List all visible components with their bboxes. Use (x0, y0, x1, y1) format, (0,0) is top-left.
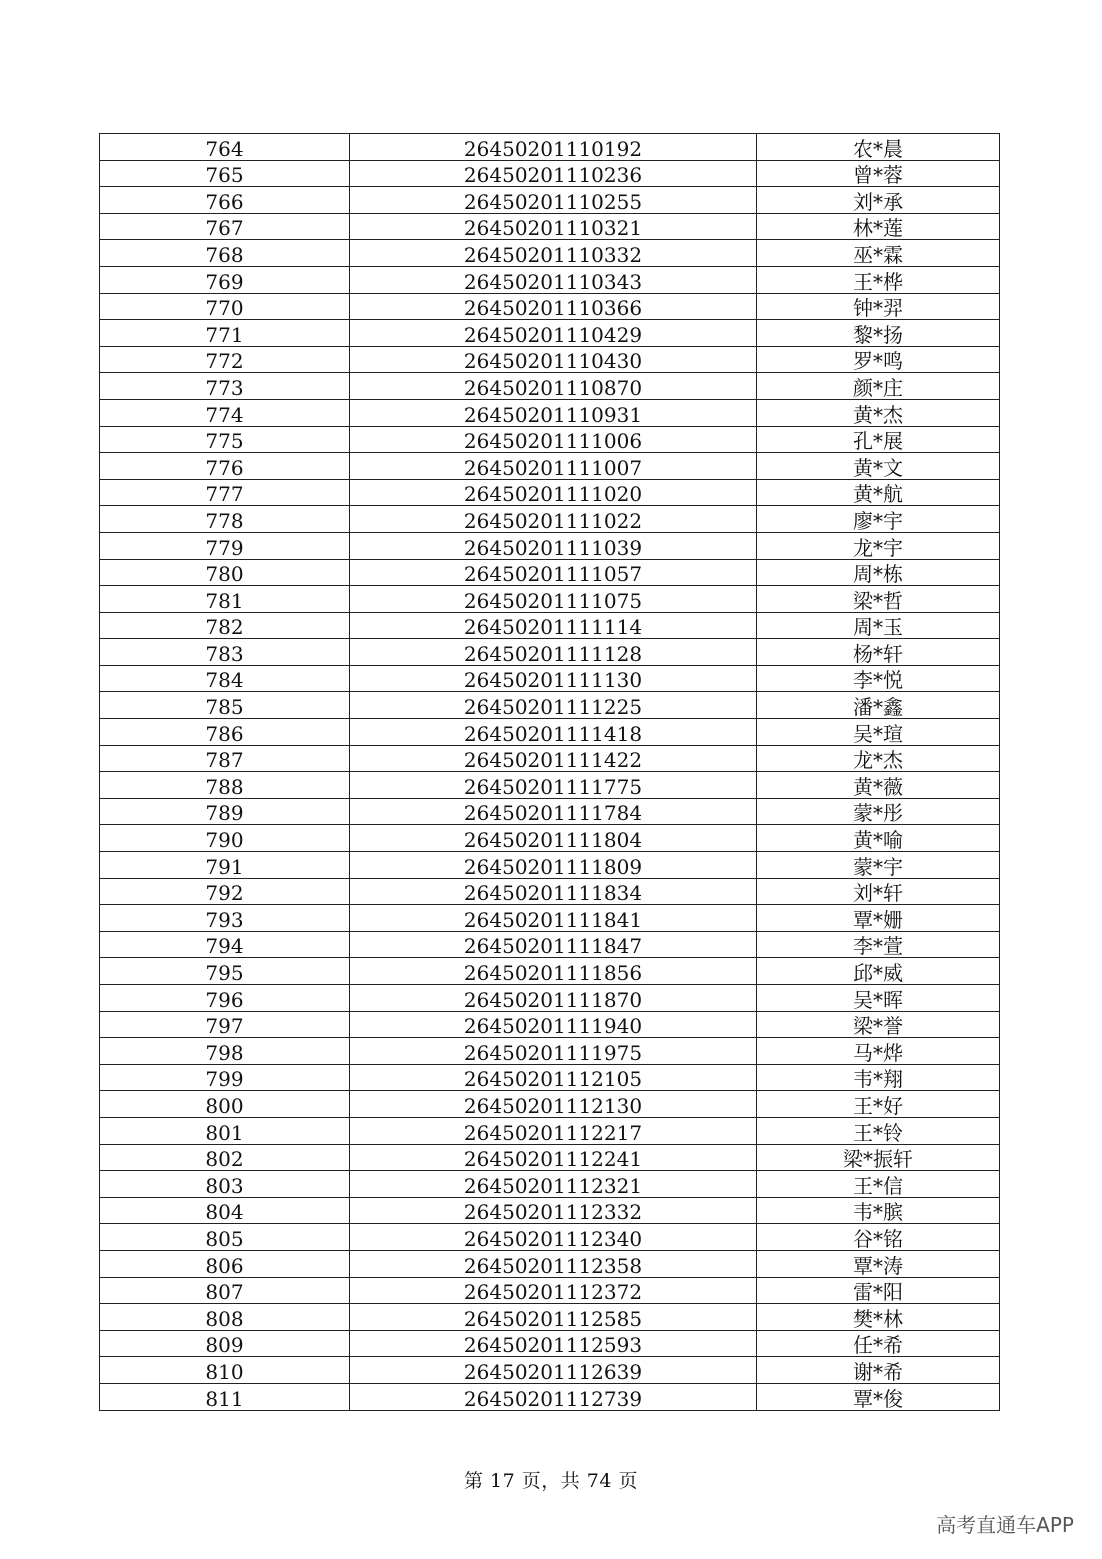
exam-id: 26450201110430 (350, 346, 757, 373)
student-name: 韦*膑 (757, 1197, 1000, 1224)
student-name: 谷*铭 (757, 1224, 1000, 1251)
student-name: 覃*俊 (757, 1383, 1000, 1410)
student-name: 王*好 (757, 1091, 1000, 1118)
table-row (100, 559, 1000, 586)
student-name: 刘*轩 (757, 878, 1000, 905)
row-number: 800 (100, 1091, 350, 1118)
table-row (100, 1117, 1000, 1144)
row-number: 806 (100, 1250, 350, 1277)
table-row (100, 187, 1000, 214)
row-number: 793 (100, 905, 350, 932)
row-number: 788 (100, 772, 350, 799)
exam-id: 26450201111834 (350, 878, 757, 905)
table-row (100, 1304, 1000, 1331)
table-row (100, 1383, 1000, 1410)
row-number: 808 (100, 1304, 350, 1331)
exam-id: 26450201111130 (350, 665, 757, 692)
table-row (100, 1171, 1000, 1198)
row-number: 766 (100, 187, 350, 214)
row-number: 795 (100, 958, 350, 985)
table-row (100, 958, 1000, 985)
table-row (100, 506, 1000, 533)
row-number: 775 (100, 426, 350, 453)
table-row (100, 639, 1000, 666)
exam-id: 26450201112340 (350, 1224, 757, 1251)
table-row (100, 931, 1000, 958)
row-number: 809 (100, 1330, 350, 1357)
student-name: 黄*航 (757, 479, 1000, 506)
page-footer: 第 17 页，共 74 页 (463, 1470, 638, 1492)
exam-id: 26450201112321 (350, 1171, 757, 1198)
table-row (100, 266, 1000, 293)
exam-id: 26450201112105 (350, 1064, 757, 1091)
student-name: 王*铃 (757, 1117, 1000, 1144)
exam-id: 26450201110236 (350, 160, 757, 187)
exam-id: 26450201110931 (350, 399, 757, 426)
exam-id: 26450201110321 (350, 213, 757, 240)
exam-id: 26450201110332 (350, 240, 757, 267)
exam-id: 26450201111075 (350, 586, 757, 613)
exam-id: 26450201112358 (350, 1250, 757, 1277)
student-name: 孔*展 (757, 426, 1000, 453)
row-number: 778 (100, 506, 350, 533)
row-number: 787 (100, 745, 350, 772)
row-number: 767 (100, 213, 350, 240)
student-name: 黄*杰 (757, 399, 1000, 426)
student-name: 龙*杰 (757, 745, 1000, 772)
table-row (100, 1091, 1000, 1118)
row-number: 810 (100, 1357, 350, 1384)
row-number: 790 (100, 825, 350, 852)
student-name: 颜*庄 (757, 373, 1000, 400)
student-name: 林*莲 (757, 213, 1000, 240)
row-number: 786 (100, 719, 350, 746)
exam-id: 26450201111007 (350, 453, 757, 480)
student-name: 雷*阳 (757, 1277, 1000, 1304)
row-number: 792 (100, 878, 350, 905)
table-row (100, 1224, 1000, 1251)
student-name: 梁*哲 (757, 586, 1000, 613)
student-name: 周*栋 (757, 559, 1000, 586)
row-number: 771 (100, 320, 350, 347)
table-row (100, 905, 1000, 932)
exam-id: 26450201110870 (350, 373, 757, 400)
exam-id: 26450201111057 (350, 559, 757, 586)
exam-id: 26450201112372 (350, 1277, 757, 1304)
student-name: 梁*誉 (757, 1011, 1000, 1038)
table-row (100, 320, 1000, 347)
student-name: 覃*涛 (757, 1250, 1000, 1277)
student-name: 覃*姗 (757, 905, 1000, 932)
table-row (100, 798, 1000, 825)
exam-id: 26450201111975 (350, 1038, 757, 1065)
watermark: 高考直通车APP (936, 1513, 1074, 1537)
roster-body (100, 134, 1000, 1411)
student-name: 王*信 (757, 1171, 1000, 1198)
student-name: 邱*威 (757, 958, 1000, 985)
student-name: 蒙*彤 (757, 798, 1000, 825)
row-number: 798 (100, 1038, 350, 1065)
table-row (100, 878, 1000, 905)
table-row (100, 665, 1000, 692)
row-number: 789 (100, 798, 350, 825)
exam-id: 26450201111784 (350, 798, 757, 825)
exam-id: 26450201111804 (350, 825, 757, 852)
row-number: 811 (100, 1383, 350, 1410)
table-row (100, 692, 1000, 719)
row-number: 770 (100, 293, 350, 320)
exam-id: 26450201112241 (350, 1144, 757, 1171)
table-row (100, 373, 1000, 400)
table-row (100, 1357, 1000, 1384)
exam-id: 26450201111940 (350, 1011, 757, 1038)
row-number: 764 (100, 134, 350, 161)
row-number: 801 (100, 1117, 350, 1144)
exam-id: 26450201112593 (350, 1330, 757, 1357)
exam-id: 26450201111418 (350, 719, 757, 746)
table-row (100, 134, 1000, 161)
exam-id: 26450201111114 (350, 612, 757, 639)
student-name: 曾*蓉 (757, 160, 1000, 187)
student-name: 黎*扬 (757, 320, 1000, 347)
student-name: 周*玉 (757, 612, 1000, 639)
student-name: 罗*鸣 (757, 346, 1000, 373)
table-row (100, 1064, 1000, 1091)
exam-id: 26450201110429 (350, 320, 757, 347)
row-number: 776 (100, 453, 350, 480)
exam-id: 26450201111870 (350, 985, 757, 1012)
table-row (100, 1250, 1000, 1277)
row-number: 769 (100, 266, 350, 293)
table-row (100, 426, 1000, 453)
row-number: 781 (100, 586, 350, 613)
row-number: 782 (100, 612, 350, 639)
exam-id: 26450201112130 (350, 1091, 757, 1118)
exam-id: 26450201111847 (350, 931, 757, 958)
row-number: 796 (100, 985, 350, 1012)
row-number: 785 (100, 692, 350, 719)
table-row (100, 1197, 1000, 1224)
exam-id: 26450201111128 (350, 639, 757, 666)
exam-id: 26450201111039 (350, 532, 757, 559)
row-number: 777 (100, 479, 350, 506)
exam-id: 26450201110192 (350, 134, 757, 161)
table-row (100, 719, 1000, 746)
student-name: 韦*翔 (757, 1064, 1000, 1091)
exam-id: 26450201111856 (350, 958, 757, 985)
exam-id: 26450201112217 (350, 1117, 757, 1144)
row-number: 765 (100, 160, 350, 187)
student-name: 任*希 (757, 1330, 1000, 1357)
exam-id: 26450201112739 (350, 1383, 757, 1410)
table-row (100, 772, 1000, 799)
table-row (100, 479, 1000, 506)
exam-id: 26450201111775 (350, 772, 757, 799)
table-row (100, 1038, 1000, 1065)
student-name: 钟*羿 (757, 293, 1000, 320)
student-name: 杨*轩 (757, 639, 1000, 666)
student-name: 吴*晖 (757, 985, 1000, 1012)
exam-id: 26450201110343 (350, 266, 757, 293)
student-name: 黄*文 (757, 453, 1000, 480)
student-name: 谢*希 (757, 1357, 1000, 1384)
student-name: 李*悦 (757, 665, 1000, 692)
row-number: 802 (100, 1144, 350, 1171)
student-name: 农*晨 (757, 134, 1000, 161)
table-row (100, 1144, 1000, 1171)
student-name: 刘*承 (757, 187, 1000, 214)
student-name: 李*萱 (757, 931, 1000, 958)
exam-id: 26450201111841 (350, 905, 757, 932)
table-row (100, 1277, 1000, 1304)
table-row (100, 985, 1000, 1012)
student-name: 巫*霖 (757, 240, 1000, 267)
roster-table (99, 133, 1000, 1411)
exam-id: 26450201111422 (350, 745, 757, 772)
row-number: 779 (100, 532, 350, 559)
exam-id: 26450201111809 (350, 852, 757, 879)
exam-id: 26450201112639 (350, 1357, 757, 1384)
row-number: 807 (100, 1277, 350, 1304)
row-number: 797 (100, 1011, 350, 1038)
student-name: 廖*宇 (757, 506, 1000, 533)
student-name: 潘*鑫 (757, 692, 1000, 719)
table-row (100, 213, 1000, 240)
table-row (100, 745, 1000, 772)
student-name: 马*烨 (757, 1038, 1000, 1065)
exam-id: 26450201111225 (350, 692, 757, 719)
table-row (100, 1011, 1000, 1038)
table-row (100, 532, 1000, 559)
table-row (100, 399, 1000, 426)
table-row (100, 453, 1000, 480)
exam-id: 26450201110255 (350, 187, 757, 214)
exam-id: 26450201111022 (350, 506, 757, 533)
row-number: 780 (100, 559, 350, 586)
table-row (100, 612, 1000, 639)
exam-id: 26450201111020 (350, 479, 757, 506)
row-number: 774 (100, 399, 350, 426)
table-row (100, 852, 1000, 879)
row-number: 805 (100, 1224, 350, 1251)
student-name: 吴*瑄 (757, 719, 1000, 746)
table-row (100, 586, 1000, 613)
student-name: 蒙*宇 (757, 852, 1000, 879)
row-number: 803 (100, 1171, 350, 1198)
table-row (100, 346, 1000, 373)
row-number: 773 (100, 373, 350, 400)
row-number: 799 (100, 1064, 350, 1091)
row-number: 794 (100, 931, 350, 958)
exam-id: 26450201112332 (350, 1197, 757, 1224)
student-name: 龙*宇 (757, 532, 1000, 559)
row-number: 783 (100, 639, 350, 666)
table-row (100, 1330, 1000, 1357)
student-name: 王*桦 (757, 266, 1000, 293)
row-number: 784 (100, 665, 350, 692)
row-number: 791 (100, 852, 350, 879)
student-name: 樊*林 (757, 1304, 1000, 1331)
row-number: 772 (100, 346, 350, 373)
student-name: 黄*薇 (757, 772, 1000, 799)
student-name: 梁*振轩 (757, 1144, 1000, 1171)
exam-id: 26450201110366 (350, 293, 757, 320)
row-number: 804 (100, 1197, 350, 1224)
table-row (100, 240, 1000, 267)
exam-id: 26450201111006 (350, 426, 757, 453)
exam-id: 26450201112585 (350, 1304, 757, 1331)
row-number: 768 (100, 240, 350, 267)
table-row (100, 293, 1000, 320)
table-row (100, 825, 1000, 852)
student-name: 黄*喻 (757, 825, 1000, 852)
table-row (100, 160, 1000, 187)
